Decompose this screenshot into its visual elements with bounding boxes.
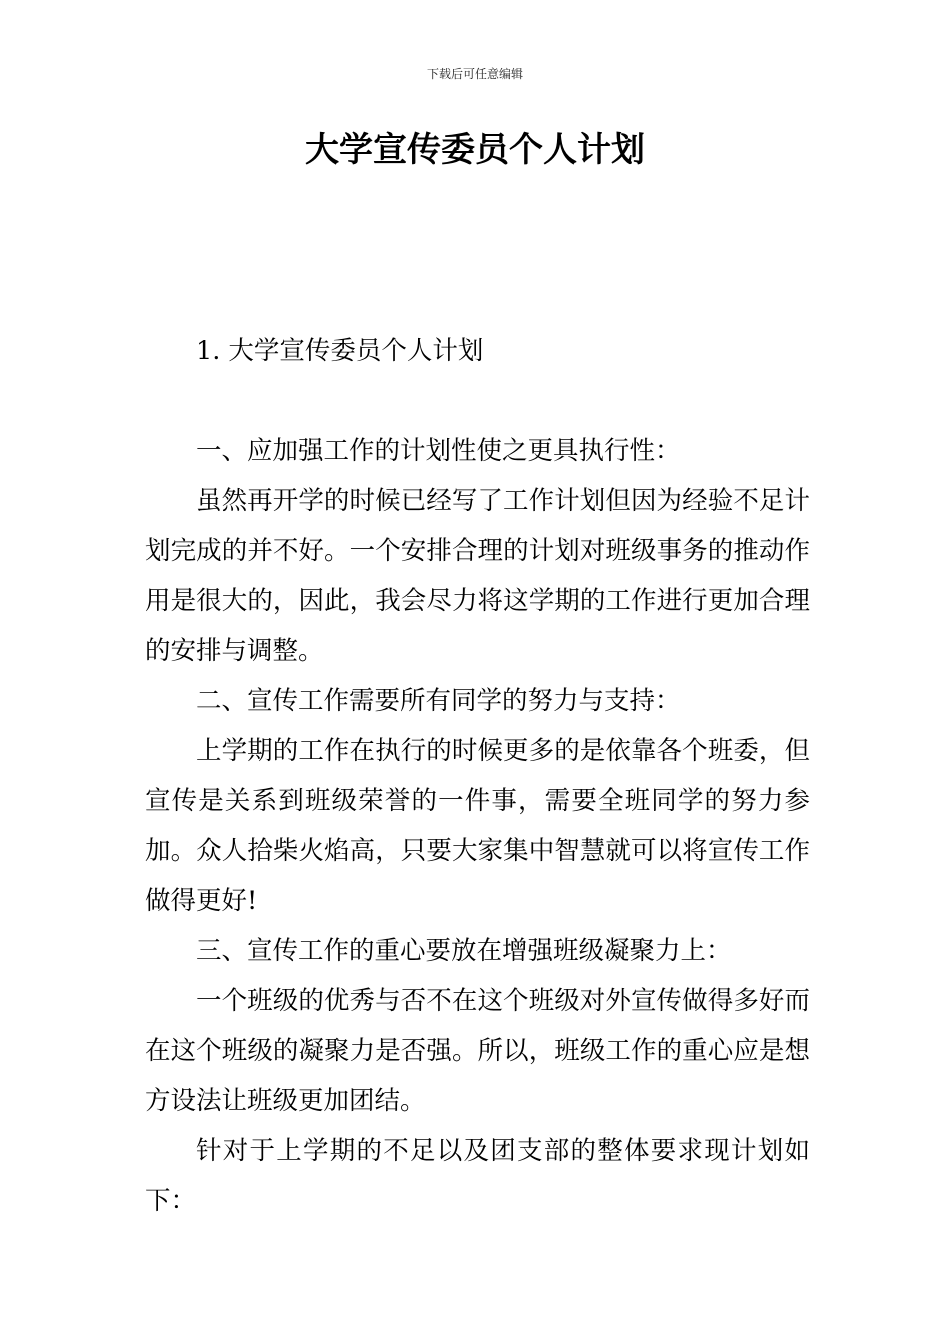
heading-2: 二、宣传工作需要所有同学的努力与支持： [196,686,681,716]
paragraph-2: 上学期的工作在执行的时候更多的是依靠各个班委，但宣传是关系到班级荣誉的一件事，需要全班同学的努力参加。众人拾柴火焰高，只要大家集中智慧就可以将宣传工作做得更好! [145,736,810,916]
paragraph-4: 针对于上学期的不足以及团支部的整体要求现计划如下： [145,1136,810,1216]
paragraph-3: 一个班级的优秀与否不在这个班级对外宣传做得多好而在这个班级的凝聚力是否强。所以，班级工作的重心应是想方设法让班级更加团结。 [145,986,810,1116]
document-body [145,326,810,1226]
paragraph-1: 虽然再开学的时候已经写了工作计划但因为经验不足计划完成的并不好。一个安排合理的计划对班级事务的推动作用是很大的，因此，我会尽力将这学期的工作进行更加合理的安排与调整。 [145,486,810,666]
document-title: 大学宣传委员个人计划 [305,130,645,170]
header-note: 下载后可任意编辑 [426,67,523,81]
heading-3: 三、宣传工作的重心要放在增强班级凝聚力上： [196,936,732,966]
heading-1: 一、应加强工作的计划性使之更具执行性： [196,436,681,466]
section-label: 1. 大学宣传委员个人计划 [196,336,484,366]
